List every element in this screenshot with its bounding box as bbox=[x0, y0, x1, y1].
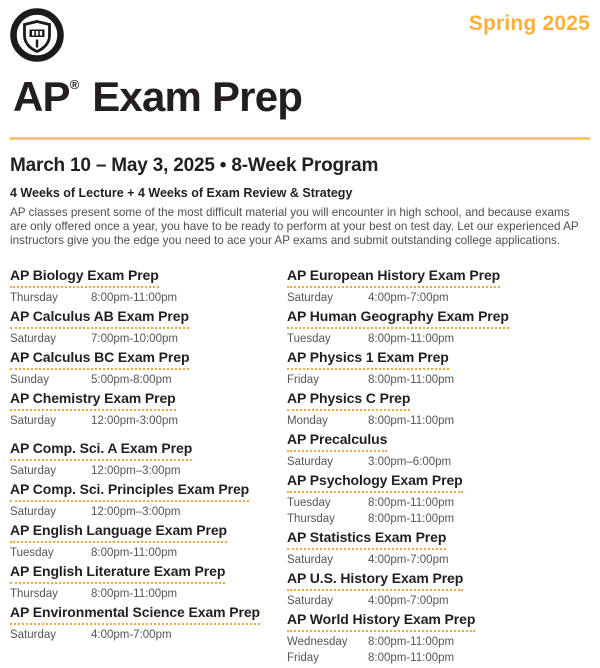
session-day: Monday bbox=[287, 414, 328, 427]
course-block bbox=[287, 390, 590, 427]
course-title-link[interactable]: AP World History Exam Prep bbox=[287, 612, 475, 632]
course-title-link[interactable]: AP Psychology Exam Prep bbox=[287, 473, 463, 493]
session-day: Thursday bbox=[287, 512, 335, 525]
course-block bbox=[10, 308, 287, 345]
session-row bbox=[10, 588, 287, 600]
session-day: Tuesday bbox=[287, 496, 331, 509]
session-row bbox=[10, 415, 287, 427]
session-time: 12:00pm–3:00pm bbox=[91, 464, 181, 477]
course-block bbox=[287, 308, 590, 345]
session-row bbox=[287, 652, 590, 664]
session-row bbox=[287, 636, 590, 648]
course-title-link[interactable]: AP Chemistry Exam Prep bbox=[10, 391, 176, 411]
course-title-link[interactable]: AP Human Geography Exam Prep bbox=[287, 309, 509, 329]
session-day: Tuesday bbox=[10, 546, 54, 559]
course-block bbox=[287, 431, 590, 468]
course-title-link[interactable]: AP Physics 1 Exam Prep bbox=[287, 350, 449, 370]
session-row bbox=[10, 465, 287, 477]
course-title-link[interactable]: AP English Literature Exam Prep bbox=[10, 564, 225, 584]
session-row bbox=[10, 629, 287, 641]
course-schedule bbox=[10, 267, 590, 668]
page-title-suffix: Exam Prep bbox=[81, 73, 303, 120]
course-block bbox=[287, 611, 590, 664]
course-title-link[interactable]: AP Statistics Exam Prep bbox=[287, 530, 446, 550]
session-day: Saturday bbox=[287, 291, 334, 304]
session-time: 5:00pm-8:00pm bbox=[91, 373, 172, 386]
session-day: Saturday bbox=[10, 332, 57, 345]
course-title-link[interactable]: AP Physics C Prep bbox=[287, 391, 410, 411]
course-column-right bbox=[287, 267, 590, 668]
page-title-prefix: AP bbox=[13, 73, 70, 120]
session-time: 8:00pm-11:00pm bbox=[368, 651, 455, 664]
crest-logo-icon bbox=[10, 8, 64, 62]
session-time: 8:00pm-11:00pm bbox=[368, 332, 455, 345]
session-day: Saturday bbox=[10, 505, 57, 518]
course-title-link[interactable]: AP U.S. History Exam Prep bbox=[287, 571, 463, 591]
session-day: Sunday bbox=[10, 373, 50, 386]
program-description: AP classes present some of the most difficult material you will encounter in high school, and because exams are only offered once a year, you have to be ready to perform at your best on test day. Let our experienced AP instructors give you the edge you need to ace your AP exams and submit outstanding college applications. bbox=[10, 205, 579, 248]
session-row bbox=[287, 554, 590, 566]
session-time: 3:00pm–6:00pm bbox=[368, 455, 452, 468]
course-block bbox=[287, 570, 590, 607]
session-day: Saturday bbox=[10, 464, 57, 477]
session-time: 8:00pm-11:00pm bbox=[368, 496, 455, 509]
course-block bbox=[10, 522, 287, 559]
session-row bbox=[287, 513, 590, 525]
course-title-link[interactable]: AP Calculus BC Exam Prep bbox=[10, 350, 189, 370]
course-title-link[interactable]: AP Calculus AB Exam Prep bbox=[10, 309, 189, 329]
session-row bbox=[10, 374, 287, 386]
course-block bbox=[10, 390, 287, 427]
session-time: 7:00pm-10:00pm bbox=[91, 332, 178, 345]
session-day: Thursday bbox=[10, 291, 58, 304]
session-row bbox=[10, 292, 287, 304]
program-format-line: 4 Weeks of Lecture + 4 Weeks of Exam Review & Strategy bbox=[10, 185, 353, 200]
session-time: 8:00pm-11:00pm bbox=[91, 587, 178, 600]
session-day: Wednesday bbox=[287, 635, 348, 648]
session-time: 8:00pm-11:00pm bbox=[368, 635, 455, 648]
session-time: 4:00pm-7:00pm bbox=[368, 594, 449, 607]
session-day: Tuesday bbox=[287, 332, 331, 345]
program-dates-heading: March 10 – May 3, 2025 • 8-Week Program bbox=[10, 154, 379, 176]
course-block bbox=[10, 267, 287, 304]
course-block bbox=[10, 604, 287, 641]
session-time: 8:00pm-11:00pm bbox=[368, 414, 455, 427]
session-time: 4:00pm-7:00pm bbox=[368, 291, 449, 304]
course-block bbox=[287, 349, 590, 386]
course-title-link[interactable]: AP English Language Exam Prep bbox=[10, 523, 227, 543]
session-time: 4:00pm-7:00pm bbox=[368, 553, 449, 566]
session-row bbox=[287, 415, 590, 427]
course-block bbox=[287, 472, 590, 525]
registered-mark: ® bbox=[69, 77, 80, 92]
course-title-link[interactable]: AP Environmental Science Exam Prep bbox=[10, 605, 260, 625]
course-title-link[interactable]: AP Biology Exam Prep bbox=[10, 268, 159, 288]
session-row bbox=[287, 497, 590, 509]
course-block bbox=[10, 349, 287, 386]
session-time: 12:00pm–3:00pm bbox=[91, 505, 181, 518]
session-day: Saturday bbox=[10, 628, 57, 641]
course-block bbox=[10, 440, 287, 477]
session-row bbox=[287, 292, 590, 304]
course-block bbox=[10, 563, 287, 600]
course-title-link[interactable]: AP Precalculus bbox=[287, 432, 387, 452]
session-time: 8:00pm-11:00pm bbox=[91, 291, 178, 304]
course-title-link[interactable]: AP Comp. Sci. Principles Exam Prep bbox=[10, 482, 249, 502]
course-title-link[interactable]: AP European History Exam Prep bbox=[287, 268, 500, 288]
session-row bbox=[10, 333, 287, 345]
session-time: 8:00pm-11:00pm bbox=[91, 546, 178, 559]
session-day: Friday bbox=[287, 651, 319, 664]
session-day: Saturday bbox=[287, 553, 334, 566]
session-time: 8:00pm-11:00pm bbox=[368, 512, 455, 525]
session-row bbox=[10, 547, 287, 559]
header bbox=[10, 8, 590, 62]
session-row bbox=[10, 506, 287, 518]
session-day: Saturday bbox=[287, 594, 334, 607]
course-block bbox=[287, 267, 590, 304]
session-row bbox=[287, 333, 590, 345]
course-block bbox=[10, 481, 287, 518]
session-day: Thursday bbox=[10, 587, 58, 600]
session-row bbox=[287, 456, 590, 468]
course-column-left bbox=[10, 267, 287, 668]
session-time: 4:00pm-7:00pm bbox=[91, 628, 172, 641]
session-row bbox=[287, 374, 590, 386]
session-time: 12:00pm-3:00pm bbox=[91, 414, 178, 427]
course-title-link[interactable]: AP Comp. Sci. A Exam Prep bbox=[10, 441, 192, 461]
page-title bbox=[13, 75, 590, 119]
session-day: Saturday bbox=[287, 455, 334, 468]
session-day: Friday bbox=[287, 373, 319, 386]
season-label: Spring 2025 bbox=[468, 12, 590, 35]
session-row bbox=[287, 595, 590, 607]
course-block bbox=[287, 529, 590, 566]
session-time: 8:00pm-11:00pm bbox=[368, 373, 455, 386]
session-day: Saturday bbox=[10, 414, 57, 427]
gold-divider bbox=[10, 137, 590, 140]
